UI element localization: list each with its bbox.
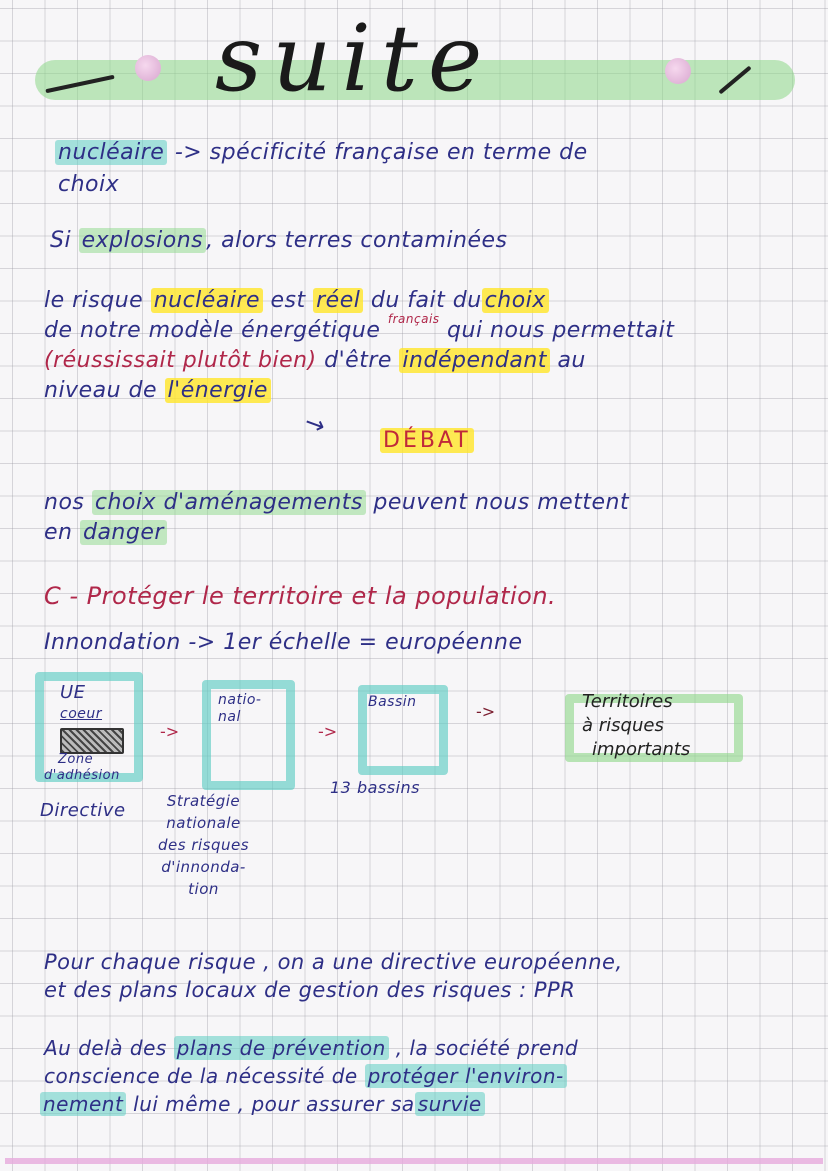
debat-label: [380, 428, 474, 453]
text: de notre modèle énergétique: [44, 318, 381, 343]
text: tion: [188, 880, 219, 898]
text: -> spécificité française en terme de: [174, 140, 588, 165]
text: à risques: [582, 715, 664, 736]
caption-13-bassins: 13 bassins: [330, 778, 420, 797]
page-title: suite: [215, 5, 493, 112]
text: nos: [44, 490, 85, 515]
caption-strategie: [158, 790, 249, 900]
highlight-independant: indépendant: [399, 348, 550, 373]
insertion-francais: français: [387, 312, 440, 326]
caption-directive: Directive: [40, 800, 126, 821]
highlight-survie: survie: [415, 1092, 485, 1116]
title-banner: [25, 5, 805, 120]
highlight-proteger-environnement: protéger l'environ-: [365, 1064, 567, 1088]
pour-chaque-line-1: Pour chaque risque , on a une directive européenne,: [44, 950, 623, 974]
text: qui nous permettait: [447, 318, 675, 343]
pink-dot-icon: [665, 58, 691, 84]
hatched-zone-icon: [60, 728, 124, 754]
highlight-reel: réel: [313, 288, 363, 313]
pink-dot-icon: [135, 55, 161, 81]
pour-chaque-line-2: et des plans locaux de gestion des risques : PPR: [44, 978, 576, 1002]
risque-line-3: [44, 348, 586, 373]
nucleaire-line-2: choix: [58, 172, 120, 197]
text: lui même , pour assurer sa: [133, 1092, 415, 1116]
text: est: [270, 288, 306, 313]
text: conscience de la nécessité de: [44, 1064, 358, 1088]
highlight-nement: nement: [40, 1092, 126, 1116]
page-bottom-margin-line: [5, 1158, 823, 1164]
arrow-icon: ->: [476, 702, 496, 721]
box-ue-zone: Zone: [58, 752, 94, 767]
amenagement-line-2: [44, 520, 167, 545]
highlight-plans-prevention: plans de prévention: [174, 1036, 389, 1060]
text: natio-: [218, 692, 262, 708]
amenagement-line-1: [44, 490, 629, 515]
red-aside: (réussissait plutôt bien): [44, 348, 317, 373]
text: en: [44, 520, 73, 545]
text: nationale: [166, 814, 241, 832]
highlight-nucleaire: nucléaire: [55, 140, 167, 165]
au-dela-line-1: [44, 1036, 578, 1060]
text: peuvent nous mettent: [373, 490, 630, 515]
box-ue-adhesion: d'adhésion: [44, 768, 120, 783]
highlight-explosions: explosions: [79, 228, 207, 253]
text: Si: [50, 228, 72, 253]
explosion-line: [50, 228, 508, 253]
au-dela-line-2: [44, 1064, 567, 1088]
box-national-label: [218, 692, 261, 726]
text: Stratégie: [166, 792, 241, 810]
text: d'innonda-: [161, 858, 246, 876]
text: au: [557, 348, 586, 373]
highlight-choix: choix: [482, 288, 549, 313]
text: Au delà des: [44, 1036, 167, 1060]
au-dela-line-3: [40, 1092, 485, 1116]
text: , la société prend: [395, 1036, 579, 1060]
box-bassin-label: Bassin: [368, 694, 417, 710]
innondation-line: Innondation -> 1er échelle = européenne: [44, 630, 523, 655]
highlight-energie: l'énergie: [165, 378, 271, 403]
text: importants: [592, 739, 691, 760]
text: d'être: [324, 348, 392, 373]
text: , alors terres contaminées: [206, 228, 508, 253]
highlight-nucleaire: nucléaire: [151, 288, 263, 313]
risque-line-2: [44, 312, 675, 343]
highlight-danger: danger: [80, 520, 167, 545]
text: du fait du: [370, 288, 482, 313]
text: niveau de: [44, 378, 158, 403]
section-c-heading: C - Protéger le territoire et la population.: [44, 582, 557, 610]
arrow-icon: ->: [318, 722, 338, 741]
highlight-choix-amenagements: choix d'aménagements: [92, 490, 366, 515]
highlight-debat: DÉBAT: [380, 428, 474, 453]
nucleaire-line-1: [55, 140, 588, 165]
risque-line-4: [44, 378, 271, 403]
text: des risques: [158, 836, 250, 854]
arrow-icon: ->: [160, 722, 180, 741]
box-territoires-label: [582, 690, 690, 762]
box-ue-coeur: coeur: [60, 706, 103, 722]
text: le risque: [44, 288, 144, 313]
arrow-icon: →: [300, 407, 330, 441]
risque-line-1: [44, 288, 549, 313]
box-ue-title: UE: [60, 682, 86, 703]
text: Territoires: [582, 691, 673, 712]
text: nal: [218, 709, 241, 725]
